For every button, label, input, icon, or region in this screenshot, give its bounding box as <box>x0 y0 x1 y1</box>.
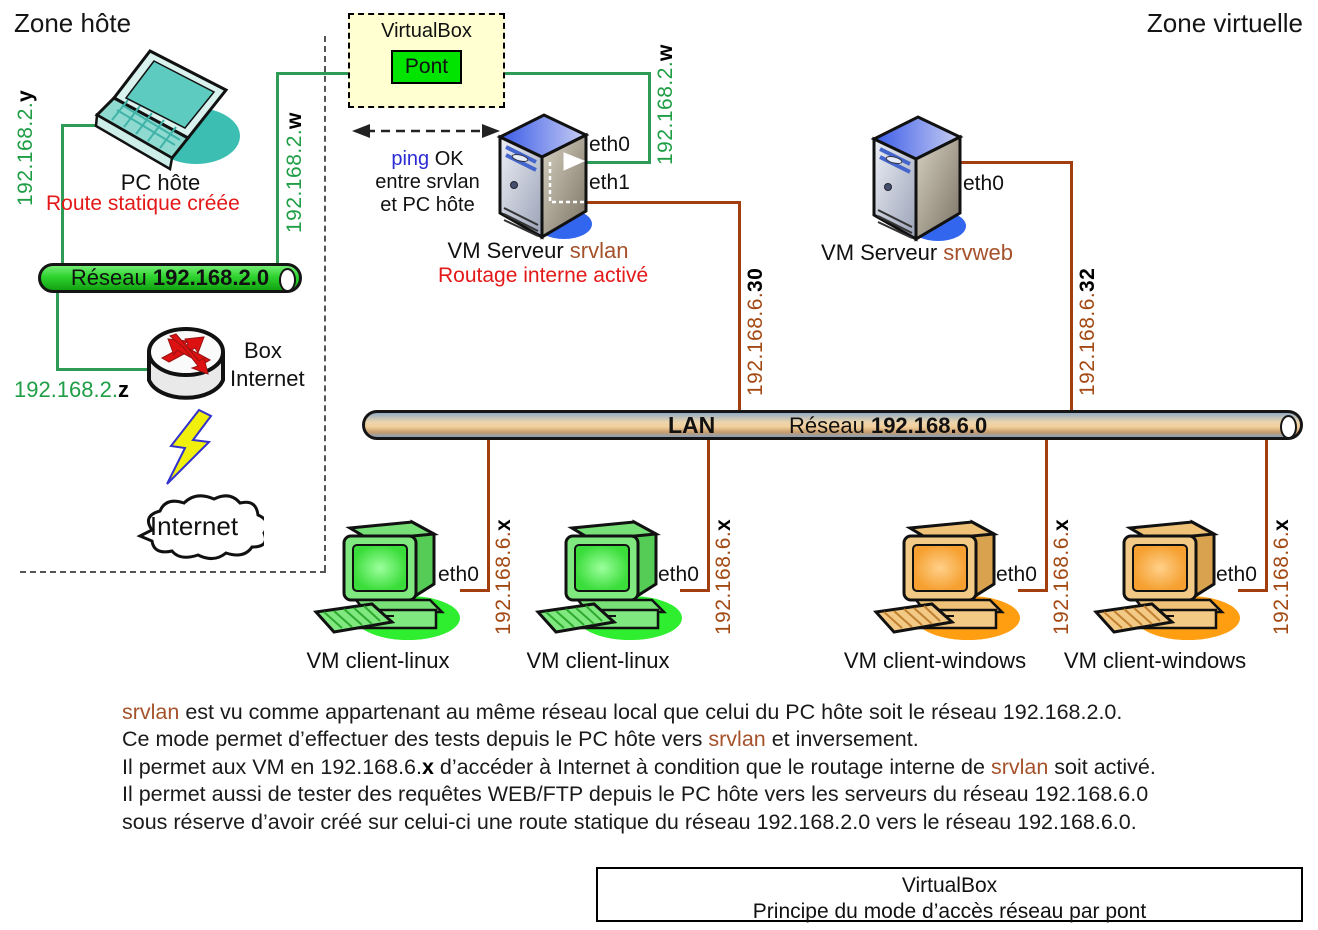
client2-eth0-label: eth0 <box>658 563 699 586</box>
ip-label-client4-x: 192.168.6. x <box>1270 518 1293 635</box>
ip-label-client2-x: 192.168.6. x <box>712 518 735 635</box>
caption-title: VirtualBox <box>901 874 998 897</box>
ping-note: ping OK entre srvlan et PC hôte <box>375 148 480 216</box>
description-line: srvlan est vu comme appartenant au même réseau local que celui du PC hôte soit le réseau 192.168.2.0. <box>122 700 1123 724</box>
virtualbox-title: VirtualBox <box>381 20 472 42</box>
lan-label: LAN <box>668 412 716 438</box>
srvlan-eth0-label: eth0 <box>589 133 630 156</box>
description-line: Ce mode permet d’effectuer des tests depuis le PC hôte vers srvlan et inversement. <box>122 727 919 752</box>
internet-cloud-label: Internet <box>149 511 239 541</box>
link-vbox-to-srvlan-top <box>501 72 651 75</box>
lightning-icon <box>163 408 215 488</box>
ip-label-client1-x: 192.168.6. x <box>492 518 515 635</box>
router-label-line2: Internet <box>230 366 305 391</box>
link-client3-vertical <box>1045 437 1048 592</box>
host-network-pipe <box>38 263 302 293</box>
link-pipe-to-router-horizontal <box>56 368 148 371</box>
host-pc-note: Route statique créée <box>46 192 240 215</box>
link-srvweb-eth0-horizontal <box>955 161 1073 164</box>
description-line: sous réserve d’avoir créé sur celui-ci une route statique du réseau 192.168.2.0 vers le réseau 192.168.6.0. <box>122 809 1137 834</box>
link-client2-vertical <box>707 437 710 592</box>
server-srvweb-icon <box>866 112 970 244</box>
host-pc-label: PC hôte <box>120 170 201 195</box>
zone-boundary-vertical <box>324 36 326 571</box>
router-label-line1: Box <box>244 338 282 363</box>
server-srvlan-icon <box>492 110 596 242</box>
host-network-label: Réseau 192.168.2.0 <box>70 265 270 290</box>
ip-label-host-y: 192.168.2. y <box>14 89 37 206</box>
lan-network-label: Réseau 192.168.6.0 <box>789 413 988 438</box>
link-client1-vertical <box>487 437 490 592</box>
lan-pipe-cap <box>1280 415 1297 439</box>
router-icon <box>140 322 232 407</box>
link-srvlan-eth1-horizontal <box>583 201 741 204</box>
ip-label-host-w: 192.168.2. w <box>283 111 306 233</box>
link-pipe-to-vbox-vertical <box>276 72 279 265</box>
link-client4-vertical <box>1265 437 1268 592</box>
srvlan-note: Routage interne activé <box>438 264 649 287</box>
zone-virtual-title: Zone virtuelle <box>1146 8 1303 38</box>
description-line: Il permet aux VM en 192.168.6.x d’accéder à Internet à condition que le routage interne de srvlan soit activé. <box>122 754 1156 779</box>
bridge-arrow-icon <box>350 121 502 141</box>
srvlan-eth1-label: eth1 <box>589 171 630 194</box>
ip-label-srvlan-30: 192.168.6. 30 <box>744 267 767 396</box>
client2-label: VM client-linux <box>526 648 670 673</box>
laptop-icon <box>88 48 243 178</box>
lan-network-pipe <box>362 410 1303 440</box>
bridge-mode-badge: Pont <box>391 50 462 84</box>
ip-label-host-z: 192.168.2.z <box>14 377 129 402</box>
internet-cloud-icon <box>124 490 264 564</box>
client1-label: VM client-linux <box>306 648 450 673</box>
link-pipe-to-router-vertical <box>56 291 59 371</box>
description-line: Il permet aussi de tester des requêtes WEB/FTP depuis le PC hôte vers les serveurs du réseau 192.168.6.0 <box>122 782 1149 807</box>
zone-host-title: Zone hôte <box>14 8 132 38</box>
client4-label: VM client-windows <box>1063 648 1247 673</box>
link-vbox-to-srvlan-vertical <box>648 72 651 164</box>
pipe-cap <box>279 268 296 292</box>
caption-subtitle: Principe du mode d’accès réseau par pont <box>752 900 1147 923</box>
zone-boundary-horizontal <box>20 571 326 573</box>
srvlan-name: VM Serveur srvlan <box>447 238 629 263</box>
ip-label-virt-w: 192.168.2. w <box>654 43 677 165</box>
ip-label-srvweb-32: 192.168.6. 32 <box>1076 267 1099 396</box>
link-pipe-to-vbox-horizontal <box>276 72 350 75</box>
client4-eth0-label: eth0 <box>1216 563 1257 586</box>
client1-eth0-label: eth0 <box>438 563 479 586</box>
client3-eth0-label: eth0 <box>996 563 1037 586</box>
virtualbox-box <box>348 13 505 108</box>
caption-box <box>596 867 1303 922</box>
link-srvweb-eth0-vertical <box>1070 161 1073 412</box>
client3-label: VM client-windows <box>843 648 1027 673</box>
srvweb-name: VM Serveur srvweb <box>821 240 1013 265</box>
description-paragraph <box>122 699 1282 836</box>
srvweb-eth0-label: eth0 <box>963 172 1004 195</box>
link-srvlan-eth1-vertical <box>738 201 741 412</box>
ip-label-client3-x: 192.168.6. x <box>1050 518 1073 635</box>
